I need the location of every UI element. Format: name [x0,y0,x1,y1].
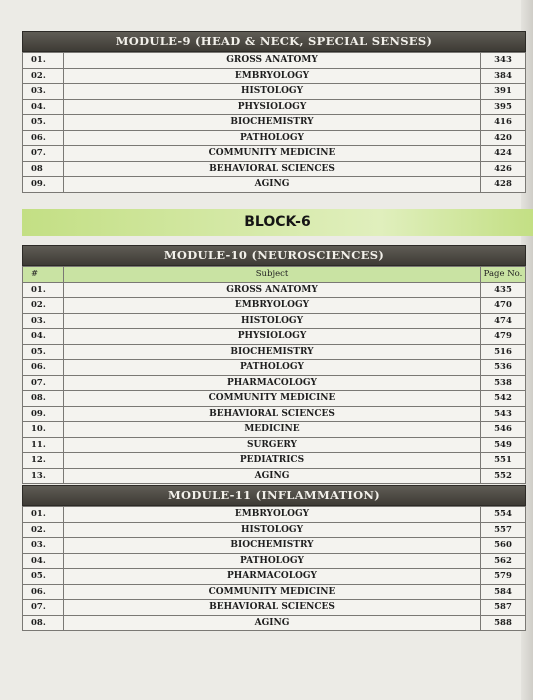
row-number: 13. [23,468,64,484]
row-number: 06. [23,130,64,146]
module-11-section [22,485,526,631]
row-subject: PHARMACOLOGY [64,375,481,391]
row-page-number: 551 [481,453,526,469]
row-number: 04. [23,553,64,569]
row-subject: SURGERY [64,437,481,453]
row-page-number: 579 [481,569,526,585]
row-subject: AGING [64,177,481,193]
row-page-number: 557 [481,522,526,538]
row-subject: HISTOLOGY [64,313,481,329]
table-row [23,298,526,314]
row-subject: GROSS ANATOMY [64,282,481,298]
table-row [23,282,526,298]
row-page-number: 395 [481,99,526,115]
table-row [23,453,526,469]
table-row [23,615,526,631]
row-subject: COMMUNITY MEDICINE [64,584,481,600]
row-subject: BIOCHEMISTRY [64,344,481,360]
row-number: 05. [23,115,64,131]
row-subject: GROSS ANATOMY [64,53,481,69]
table-row [23,538,526,554]
row-number: 11. [23,437,64,453]
row-subject: BEHAVIORAL SCIENCES [64,161,481,177]
table-row [23,360,526,376]
table-row [23,53,526,69]
table-row [23,437,526,453]
row-number: 03. [23,84,64,100]
row-subject: PHYSIOLOGY [64,329,481,345]
row-number: 08. [23,391,64,407]
row-subject: PHYSIOLOGY [64,99,481,115]
row-subject: BEHAVIORAL SCIENCES [64,600,481,616]
row-page-number: 343 [481,53,526,69]
row-page-number: 549 [481,437,526,453]
row-subject: MEDICINE [64,422,481,438]
column-header-page: Page No. [481,267,526,283]
row-number: 08. [23,615,64,631]
row-number: 09. [23,177,64,193]
row-page-number: 420 [481,130,526,146]
table-row [23,329,526,345]
row-number: 07. [23,146,64,162]
row-page-number: 426 [481,161,526,177]
row-subject: PATHOLOGY [64,130,481,146]
row-subject: PHARMACOLOGY [64,569,481,585]
row-number: 01. [23,507,64,523]
table-row [23,391,526,407]
row-number: 04. [23,329,64,345]
row-page-number: 584 [481,584,526,600]
row-page-number: 588 [481,615,526,631]
row-page-number: 416 [481,115,526,131]
table-row [23,584,526,600]
row-number: 05. [23,344,64,360]
row-page-number: 536 [481,360,526,376]
module-11-title: MODULE-11 (INFLAMMATION) [22,485,526,506]
row-number: 10. [23,422,64,438]
row-number: 05. [23,569,64,585]
table-row [23,522,526,538]
row-number: 03. [23,538,64,554]
row-subject: AGING [64,468,481,484]
table-row [23,344,526,360]
row-page-number: 470 [481,298,526,314]
row-subject: PATHOLOGY [64,360,481,376]
table-row [23,313,526,329]
row-subject: HISTOLOGY [64,84,481,100]
row-subject: COMMUNITY MEDICINE [64,146,481,162]
module-10-section [22,245,526,484]
module-11-table [22,506,526,631]
row-subject: AGING [64,615,481,631]
row-number: 09. [23,406,64,422]
row-page-number: 562 [481,553,526,569]
row-number: 01. [23,282,64,298]
table-row [23,422,526,438]
table-row [23,569,526,585]
block-6-title: BLOCK-6 [22,209,533,236]
row-page-number: 542 [481,391,526,407]
row-page-number: 474 [481,313,526,329]
row-page-number: 587 [481,600,526,616]
row-number: 12. [23,453,64,469]
row-page-number: 546 [481,422,526,438]
row-subject: COMMUNITY MEDICINE [64,391,481,407]
table-row [23,600,526,616]
module-10-header-row [23,267,526,283]
table-row [23,553,526,569]
row-page-number: 424 [481,146,526,162]
row-subject: BEHAVIORAL SCIENCES [64,406,481,422]
row-number: 08 [23,161,64,177]
row-number: 04. [23,99,64,115]
row-page-number: 391 [481,84,526,100]
row-subject: PATHOLOGY [64,553,481,569]
row-page-number: 554 [481,507,526,523]
table-row [23,468,526,484]
module-9-table [22,52,526,193]
module-10-title: MODULE-10 (NEUROSCIENCES) [22,245,526,266]
table-row [23,375,526,391]
row-number: 03. [23,313,64,329]
row-page-number: 428 [481,177,526,193]
row-subject: PEDIATRICS [64,453,481,469]
row-number: 06. [23,584,64,600]
row-page-number: 516 [481,344,526,360]
module-10-table [22,266,526,484]
table-row [23,406,526,422]
table-row [23,161,526,177]
row-subject: EMBRYOLOGY [64,68,481,84]
table-row [23,99,526,115]
module-9-section [22,31,526,193]
table-row [23,84,526,100]
row-page-number: 543 [481,406,526,422]
row-subject: HISTOLOGY [64,522,481,538]
table-row [23,507,526,523]
row-number: 07. [23,375,64,391]
row-page-number: 435 [481,282,526,298]
row-number: 07. [23,600,64,616]
row-subject: EMBRYOLOGY [64,507,481,523]
table-row [23,146,526,162]
row-subject: EMBRYOLOGY [64,298,481,314]
row-page-number: 560 [481,538,526,554]
row-subject: BIOCHEMISTRY [64,538,481,554]
module-9-title: MODULE-9 (HEAD & NECK, SPECIAL SENSES) [22,31,526,52]
row-number: 02. [23,68,64,84]
table-row [23,177,526,193]
row-number: 02. [23,298,64,314]
table-row [23,115,526,131]
row-page-number: 384 [481,68,526,84]
table-row [23,68,526,84]
column-header-number: # [23,267,64,283]
row-number: 01. [23,53,64,69]
row-page-number: 538 [481,375,526,391]
row-subject: BIOCHEMISTRY [64,115,481,131]
row-number: 06. [23,360,64,376]
column-header-subject: Subject [64,267,481,283]
table-row [23,130,526,146]
row-number: 02. [23,522,64,538]
row-page-number: 552 [481,468,526,484]
row-page-number: 479 [481,329,526,345]
